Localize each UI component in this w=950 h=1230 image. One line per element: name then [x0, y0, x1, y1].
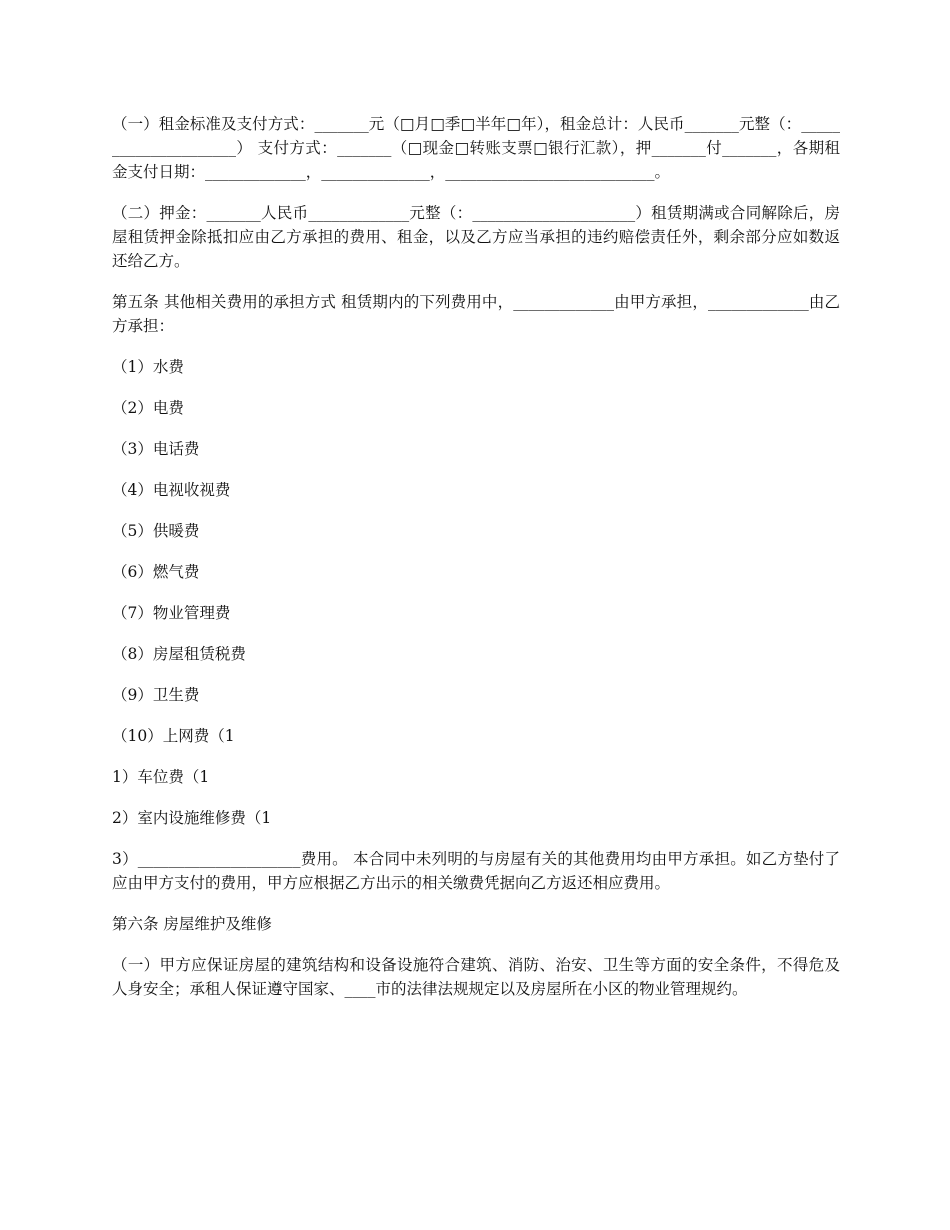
- fee-item-indoor-repair: 2）室内设施维修费（1: [112, 809, 272, 827]
- fee-item-tv: （4）电视收视费: [112, 481, 231, 499]
- rent-payment-paragraph: （一）租金标准及支付方式：_______元（□月□季□半年□年），租金总计：人民币_______元整（：_____________________） 支付方式：_______（□现金□转账支票□银行汇款），押_______付_______，各期租金支付日期：_____________，______________，___________________________。: [112, 115, 840, 181]
- fee-item-electricity: （2）电费: [112, 399, 184, 417]
- fee-item-rental-tax: （8）房屋租赁税费: [112, 645, 246, 663]
- article-6-heading: 第六条 房屋维护及维修: [112, 915, 272, 933]
- fee-item-parking: 1）车位费（1: [112, 768, 210, 786]
- fee-item-telephone: （3）电话费: [112, 440, 200, 458]
- maintenance-paragraph: （一）甲方应保证房屋的建筑结构和设备设施符合建筑、消防、治安、卫生等方面的安全条件，不得危及人身安全；承租人保证遵守国家、____市的法律法规规定以及房屋所在小区的物业管理规约。: [112, 956, 840, 998]
- document-page: [112, 112, 840, 1018]
- fee-item-property-management: （7）物业管理费: [112, 604, 231, 622]
- fee-item-heating: （5）供暖费: [112, 522, 200, 540]
- article-5-heading: 第五条 其他相关费用的承担方式 租赁期内的下列费用中，_____________由甲方承担，_____________由乙方承担：: [112, 293, 840, 335]
- deposit-paragraph: （二）押金：_______人民币_____________元整（：_____________________）租赁期满或合同解除后，房屋租赁押金除抵扣应由乙方承担的费用、租金，以及乙方应当承担的违约赔偿责任外，剩余部分应如数返还给乙方。: [112, 204, 840, 270]
- fee-item-water: （1）水费: [112, 358, 184, 376]
- fee-item-sanitation: （9）卫生费: [112, 686, 200, 704]
- other-fees-paragraph: 3）_____________________费用。 本合同中未列明的与房屋有关的其他费用均由甲方承担。如乙方垫付了应由甲方支付的费用，甲方应根据乙方出示的相关缴费凭据向乙方返还相应费用。: [112, 850, 840, 892]
- fee-item-gas: （6）燃气费: [112, 563, 200, 581]
- fee-item-internet: （10）上网费（1: [112, 727, 235, 745]
